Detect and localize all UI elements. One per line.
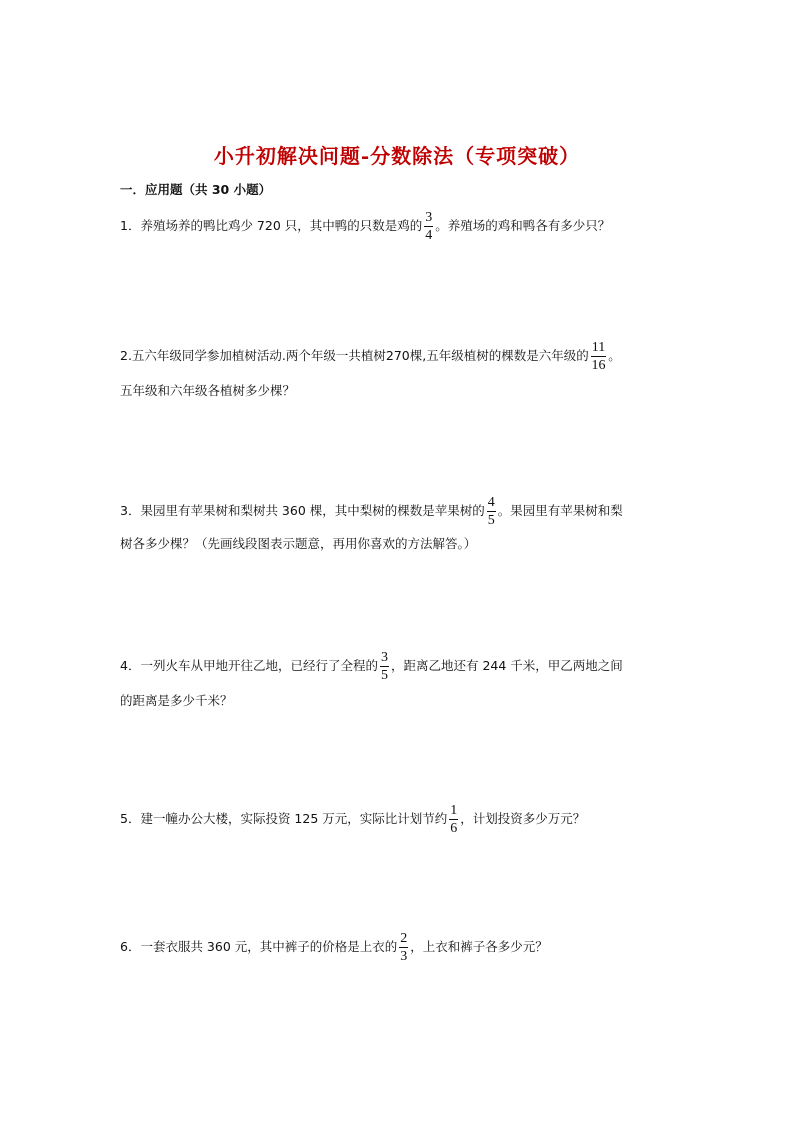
section-heading: 一．应用题（共 30 小题）	[120, 182, 272, 197]
question-2-line-2	[120, 381, 295, 401]
question-4-line-2	[120, 691, 233, 711]
fraction	[591, 340, 606, 373]
question-3-text-c: 树各多少棵？（先画线段图表示题意，再用你喜欢的方法解答。）	[120, 536, 477, 551]
fraction-numerator: 11	[591, 340, 606, 355]
question-6-text-a: 6．一套衣服共 360 元，其中裤子的价格是上衣的	[120, 939, 398, 954]
question-5	[120, 803, 585, 836]
question-5-text-a: 5．建一幢办公大楼，实际投资 125 万元，实际比计划节约	[120, 811, 448, 826]
question-2-text-b: 。	[608, 348, 621, 363]
question-2	[120, 340, 621, 373]
fraction	[449, 803, 458, 836]
question-1	[120, 210, 610, 243]
page-title: 小升初解决问题-分数除法（专项突破）	[213, 144, 581, 168]
question-2-text-c: 五年级和六年级各植树多少棵？	[120, 383, 296, 398]
fraction-denominator: 16	[591, 358, 606, 373]
fraction-numerator: 2	[400, 931, 408, 946]
fraction-denominator: 3	[400, 949, 408, 964]
question-6-text-b: ，上衣和裤子各多少元？	[410, 939, 548, 954]
fraction	[424, 210, 433, 243]
question-6	[120, 931, 548, 964]
fraction-denominator: 4	[425, 228, 433, 243]
fraction-denominator: 6	[450, 821, 458, 836]
fraction-numerator: 3	[425, 210, 433, 225]
question-3-text-b: 。果园里有苹果树和梨	[497, 503, 623, 518]
question-1-text-a: 1．养殖场养的鸭比鸡少 720 只，其中鸭的只数是鸡的	[120, 218, 423, 233]
question-4-text-a: 4．一列火车从甲地开往乙地，已经行了全程的	[120, 658, 378, 673]
question-5-text-b: ，计划投资多少万元？	[460, 811, 586, 826]
question-1-text-b: 。养殖场的鸡和鸭各有多少只？	[435, 218, 611, 233]
fraction	[487, 495, 496, 528]
fraction	[380, 650, 389, 683]
question-3-line-2	[120, 534, 476, 554]
fraction-numerator: 3	[380, 650, 388, 665]
fraction	[399, 931, 408, 964]
fraction-denominator: 5	[380, 668, 388, 683]
question-2-text-a: 2.五六年级同学参加植树活动.两个年级一共植树270棵,五年级植树的棵数是六年级的	[120, 348, 589, 363]
fraction-denominator: 5	[487, 513, 495, 528]
fraction-numerator: 4	[487, 495, 495, 510]
question-4-text-b: ，距离乙地还有 244 千米，甲乙两地之间	[390, 658, 623, 673]
fraction-numerator: 1	[450, 803, 458, 818]
question-4-text-c: 的距离是多少千米？	[120, 693, 233, 708]
question-3-text-a: 3．果园里有苹果树和梨树共 360 棵，其中梨树的棵数是苹果树的	[120, 503, 485, 518]
question-4	[120, 650, 623, 683]
question-3	[120, 495, 623, 528]
